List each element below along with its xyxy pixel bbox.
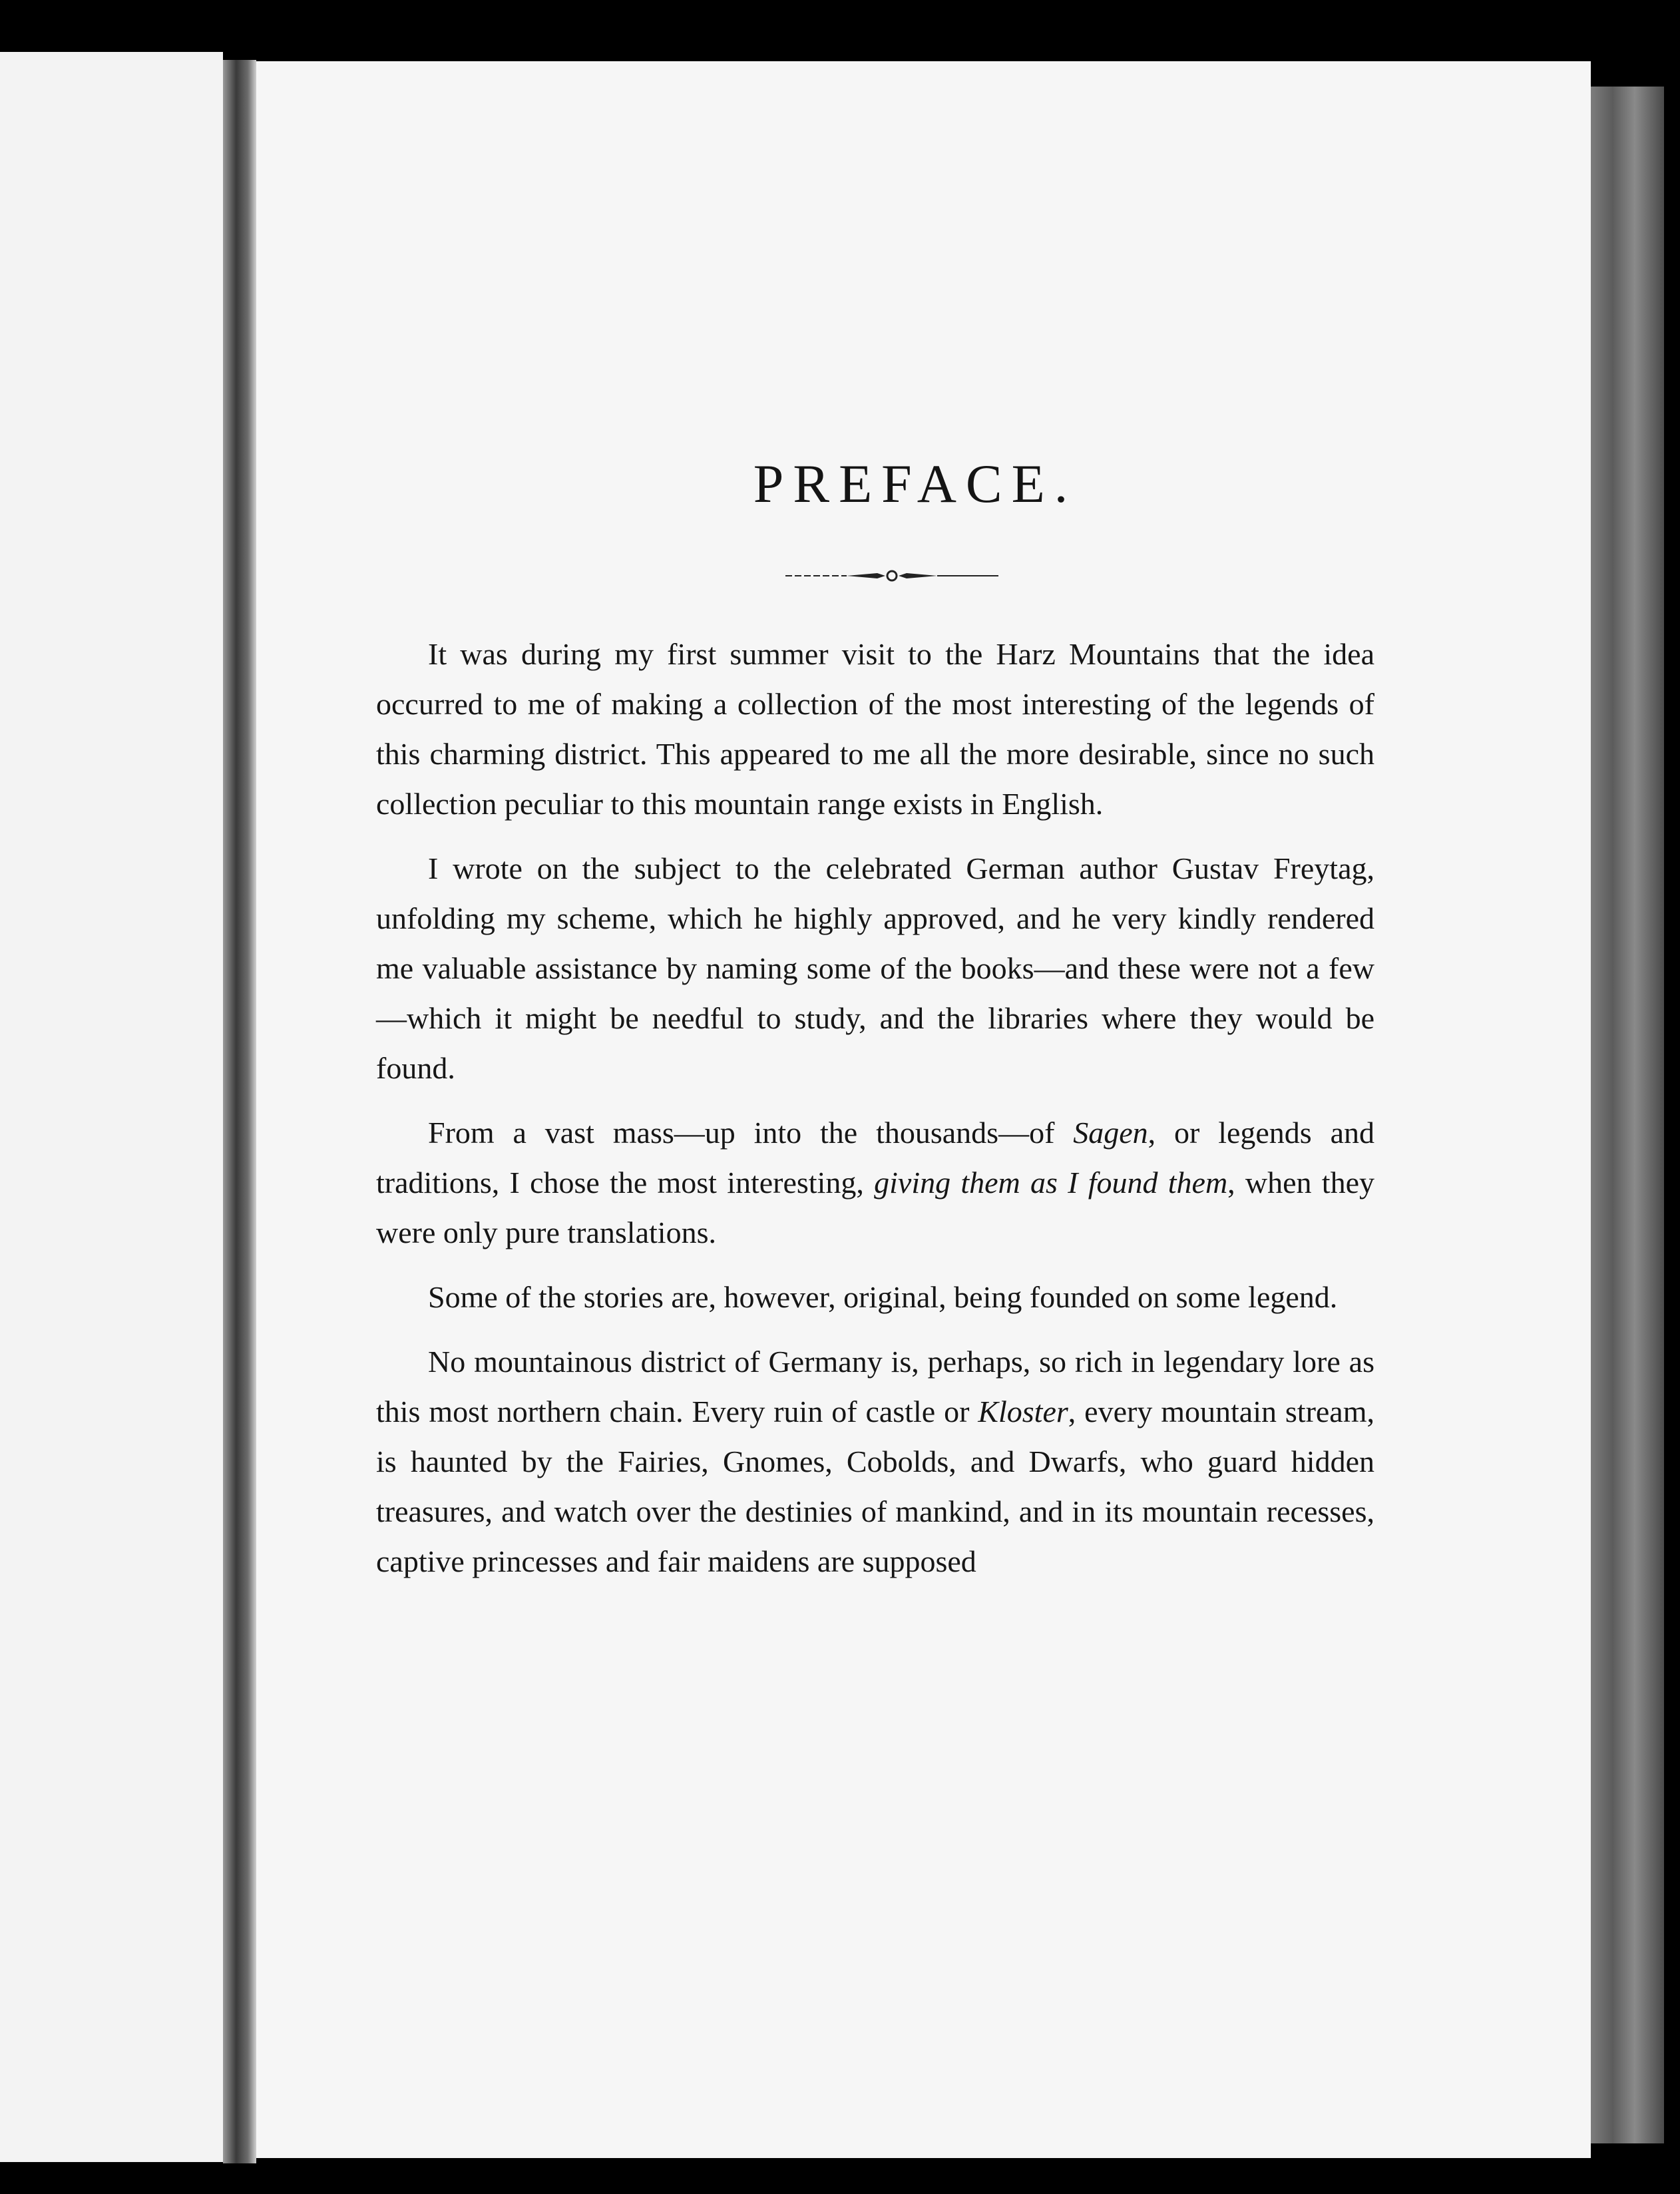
left-page — [0, 52, 223, 2162]
italic-term: Sagen — [1073, 1116, 1148, 1150]
italic-term: Kloster — [978, 1395, 1068, 1428]
fleuron-divider-icon — [785, 562, 998, 589]
preface-body — [376, 629, 1374, 1586]
page-edge — [1591, 87, 1664, 2143]
paragraph: No mountainous district of Germany is, perhaps, so rich in legendary lore as this most northern chain. Every ruin of castle or Kloster, every mountain stream, is haunted by the Fairies, Gnomes, Cobolds, and Dwarfs, who guard hidden treasures, and watch over the destinies of mankind, and in its mountain recesses, captive princesses and fair maidens are supposed — [376, 1345, 1375, 1578]
paragraph: Some of the stories are, however, original, being founded on some legend. — [428, 1280, 1338, 1314]
italic-phrase: giving them as I found them — [874, 1166, 1228, 1200]
paragraph: I wrote on the subject to the celebrated German author Gustav Freytag, unfolding my scheme, which he highly approved, and he very kindly rendered me valuable assistance by naming some of the books—and these were not a few—which it might be needful to study, and the libraries where they would be found. — [376, 851, 1374, 1085]
book-gutter — [223, 60, 256, 2163]
paragraph: It was during my first summer visit to the Harz Mountains that the idea occurred to me of making a collection of the most interesting of the legends of this charming district. This appeared to me all the more desirable, since no such collection peculiar to this mountain range exists in English. — [376, 637, 1374, 821]
page-title: PREFACE. — [753, 453, 1078, 514]
paragraph: From a vast mass—up into the thousands—of Sagen, or legends and traditions, I chose the most interesting, giving them as I found them, when they were only pure translations. — [376, 1116, 1374, 1249]
